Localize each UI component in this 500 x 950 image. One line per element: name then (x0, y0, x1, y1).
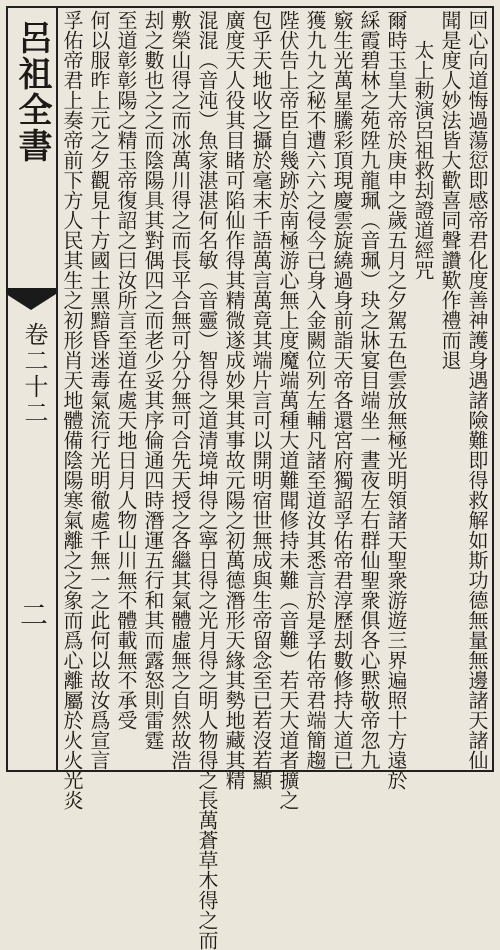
page-number: 二 (16, 600, 49, 628)
text-column: 刦之數也之之而陰陽具其對偶四之而老少妥其序倫通四時潛運五行和其而露怒則雷霆 (141, 10, 165, 750)
text-column: 回心向道悔過蕩愆即感帝君化度善神護身遇諸險難即得救解如斯功德無量無邊諸天諸仙 (465, 10, 489, 770)
volume-label: 卷二十二 (20, 322, 48, 426)
text-column: 太上勅演呂祖救刦證道經咒 (411, 40, 435, 280)
text-column: 孚佑帝君上奏帝前下方人民其生之初形肖天地體備陰陽寒氣離之之象而爲心離屬於火火光炎 (60, 10, 84, 810)
text-column: 獲九九之秘不遭六六之侵今已身入金闕位列左輔凡諸至道汝其悉言於是孚佑帝君端簡趨 (303, 10, 327, 770)
text-column: 爾時玉皇大帝於庚申之歲五月之夕駕五色雲放無極光明領諸天聖衆游遊三界遍照十方遠於 (384, 10, 408, 790)
text-column: 竅生光萬星騰彩頂現慶雲旋繞過身前詣天帝各還宮府獨詔孚佑帝君淳歷刦數修持大道已 (330, 10, 354, 770)
text-column: 混混（音沌）魚家湛湛何名敏（音靈）智得之道清境坤得之寧日得之光月得之明人物得之長萬蒼草木得之而 (195, 10, 219, 950)
text-column: 綵霞碧林之苑陞九龍珮（音珮）玦之牀宴目端坐一晝夜左右群仙聖衆俱各心黙敬帝忽九 (357, 10, 381, 770)
text-column: 包乎天地收之攝於毫末千語萬言萬竟其端片言可以開明宿世無成與生帝留念至已若沒若顯 (249, 10, 273, 790)
fish-tail-mark-icon (6, 288, 56, 312)
text-column: 至道彰彰陽之精玉帝復詔之曰汝所言至道在處天地日月人物山川無不體載無不承受 (114, 10, 138, 730)
text-column: 聞是度人妙法皆大歡喜同聲讚歎作禮而退 (438, 10, 462, 370)
book-title: 呂祖全書 (12, 20, 52, 164)
text-column: 陛伏告上帝臣自幾跡於南極游心無上度魔端萬種大道難聞修持未難（音難）若天大道者擴之 (276, 10, 300, 810)
text-column: 廣度天人役其目睹可陷仙作得其精微遂成妙果其事故元陽之初萬德潛形天緣其勢地藏其精 (222, 10, 246, 790)
text-column: 何以服昨上元之夕觀見十方國土黑黯昏迷毒氣流行光明徹處千無一之此何以故汝爲宣言 (87, 10, 111, 770)
text-column: 敷榮山得之而冰萬川得之而長平合無可分分無可合先天授之各繼其氣體虛無之自然故浩 (168, 10, 192, 770)
